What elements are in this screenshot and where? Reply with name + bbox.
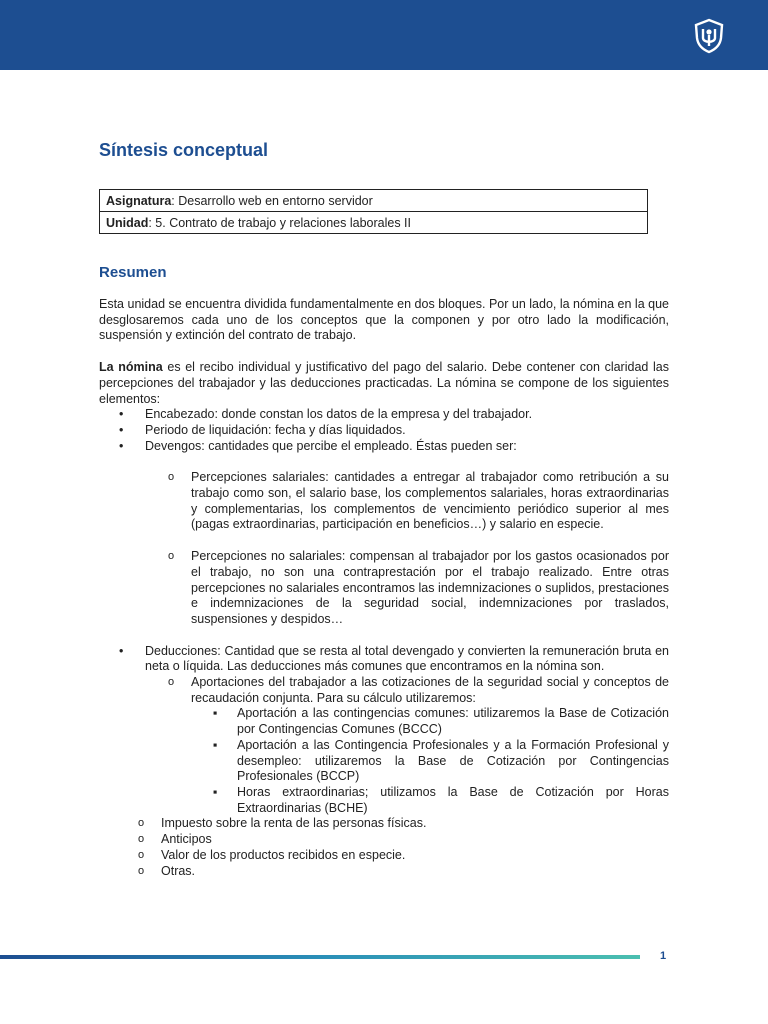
shield-logo-icon [692, 18, 726, 54]
page-number: 1 [660, 950, 667, 962]
list-item [99, 439, 669, 628]
list-item: ▪ Aportación a las contingencias comunes: utilizaremos la Base de Cotización por Contingencias Comunes (BCCC) [191, 706, 669, 737]
list-item: o Percepciones no salariales: compensan al trabajador por los gastos ocasionados por el trabajo, no son una contraprestación por el trabajo realizado. Entre otras percepciones no salariales encontramos las indemnizaciones o suplidos, prestaciones e indemnizaciones de la seguridad social, indemnizaciones por traslados, suspensiones y despidos… [145, 549, 669, 628]
table-row [100, 212, 648, 234]
summary-content [99, 297, 669, 879]
nomina-paragraph [99, 360, 669, 407]
subject-info-table [99, 189, 648, 234]
page-title: Síntesis conceptual [99, 140, 269, 160]
nomina-definition: es el recibo individual y justificativo del pago del salario. Debe contener con claridad las percepciones del trabajador y las deducciones practicadas. La nómina se compone de los siguientes elementos: [99, 360, 669, 406]
list-item: • Encabezado: donde constan los datos de la empresa y del trabajador. [99, 407, 669, 423]
section-heading: Resumen [99, 264, 167, 281]
deducciones-list [145, 675, 669, 879]
unit-cell [100, 212, 648, 234]
devengos-label: Devengos: cantidades que percibe el empleado. Éstas pueden ser: [145, 438, 517, 453]
header-bar [0, 0, 768, 70]
devengos-list [145, 470, 669, 627]
footer-divider [0, 955, 640, 959]
elements-list [99, 407, 669, 879]
list-item [145, 675, 669, 816]
intro-paragraph: Esta unidad se encuentra dividida fundamentalmente en dos bloques. Por un lado, la nómina en la que desglosaremos cada uno de los conceptos que la componen y por otro lado la modificación, suspensión y extinción del contrato de trabajo. [99, 297, 669, 343]
list-item: ▪ Aportación a las Contingencia Profesionales y a la Formación Profesional y desempleo: utilizaremos la Base de Cotización por Contingencias Profesionales (BCCP) [191, 738, 669, 785]
aportaciones-label: Aportaciones del trabajador a las cotizaciones de la seguridad social y conceptos de recaudación conjunta. Para su cálculo utilizaremos: [191, 675, 669, 705]
subject-label: Asignatura [106, 193, 172, 208]
subject-value: : Desarrollo web en entorno servidor [171, 193, 373, 208]
list-item: o Impuesto sobre la renta de las personas físicas. [115, 816, 669, 832]
list-item: • Periodo de liquidación: fecha y días liquidados. [99, 423, 669, 439]
list-item [99, 644, 669, 880]
bases-list [191, 706, 669, 816]
list-item: o Valor de los productos recibidos en especie. [115, 848, 669, 864]
list-item: o Otras. [115, 864, 669, 880]
list-item: ▪ Horas extraordinarias; utilizamos la Base de Cotización por Horas Extraordinarias (BCHE) [191, 785, 669, 816]
deducciones-label: Deducciones: Cantidad que se resta al total devengado y convierten la remuneración bruta en neta o líquida. Las deducciones más comunes que encontramos en la nómina son. [145, 643, 669, 674]
subject-cell [100, 190, 648, 212]
list-item: o Percepciones salariales: cantidades a entregar al trabajador como retribución a su trabajo como son, el salario base, los complementos salariales, horas extraordinarias y complementarias, los complementos de vencimiento periódico superior al mes (pagas extraordinarias, participación en beneficios…) y salario en especie. [145, 470, 669, 533]
table-row [100, 190, 648, 212]
nomina-term: La nómina [99, 360, 163, 375]
unit-label: Unidad [106, 215, 149, 230]
unit-value: : 5. Contrato de trabajo y relaciones laborales II [148, 215, 412, 230]
list-item: o Anticipos [115, 832, 669, 848]
